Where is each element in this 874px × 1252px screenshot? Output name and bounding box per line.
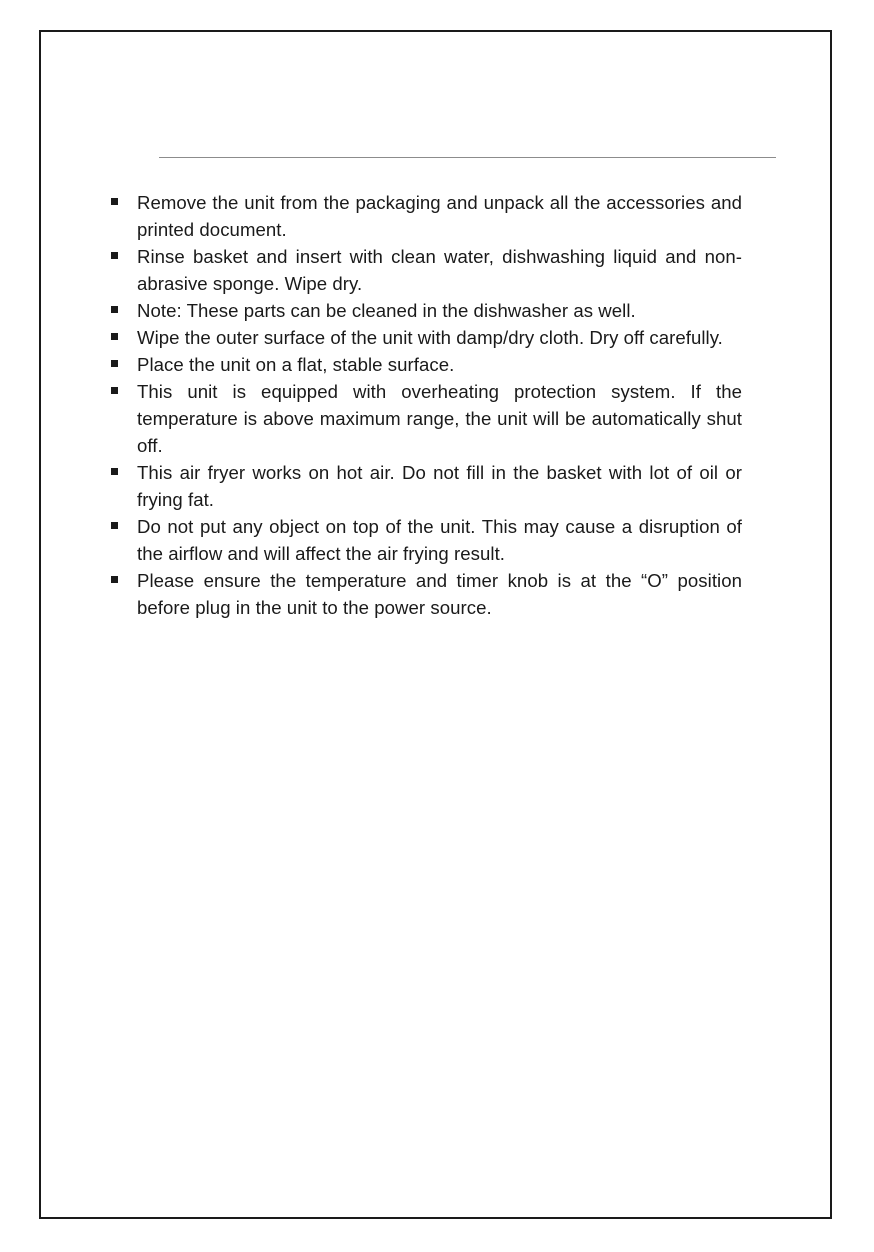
square-bullet-icon — [111, 198, 118, 205]
list-item — [110, 189, 742, 243]
list-item-text: Remove the unit from the packaging and unpack all the accessories and printed document. — [137, 192, 742, 240]
list-item — [110, 567, 742, 621]
list-item-text: Please ensure the temperature and timer knob is at the “O” position before plug in the unit to the power source. — [137, 570, 742, 618]
list-item-text: This air fryer works on hot air. Do not fill in the basket with lot of oil or frying fat. — [137, 462, 742, 510]
square-bullet-icon — [111, 387, 118, 394]
list-item-text: Do not put any object on top of the unit. This may cause a disruption of the airflow and will affect the air frying result. — [137, 516, 742, 564]
list-item — [110, 351, 742, 378]
square-bullet-icon — [111, 333, 118, 340]
list-item — [110, 513, 742, 567]
list-item — [110, 243, 742, 297]
square-bullet-icon — [111, 360, 118, 367]
list-item-text: This unit is equipped with overheating protection system. If the temperature is above maximum range, the unit will be automatically shut off. — [137, 381, 742, 456]
list-item — [110, 324, 742, 351]
list-item — [110, 459, 742, 513]
list-item-text: Note: These parts can be cleaned in the dishwasher as well. — [137, 300, 636, 321]
square-bullet-icon — [111, 252, 118, 259]
square-bullet-icon — [111, 522, 118, 529]
list-item — [110, 297, 742, 324]
square-bullet-icon — [111, 306, 118, 313]
header-divider — [159, 157, 776, 158]
square-bullet-icon — [111, 576, 118, 583]
list-item — [110, 378, 742, 459]
list-item-text: Wipe the outer surface of the unit with damp/dry cloth. Dry off carefully. — [137, 327, 723, 348]
instruction-list — [110, 189, 742, 621]
square-bullet-icon — [111, 468, 118, 475]
list-item-text: Place the unit on a flat, stable surface. — [137, 354, 455, 375]
list-item-text: Rinse basket and insert with clean water, dishwashing liquid and non-abrasive sponge. Wipe dry. — [137, 246, 742, 294]
